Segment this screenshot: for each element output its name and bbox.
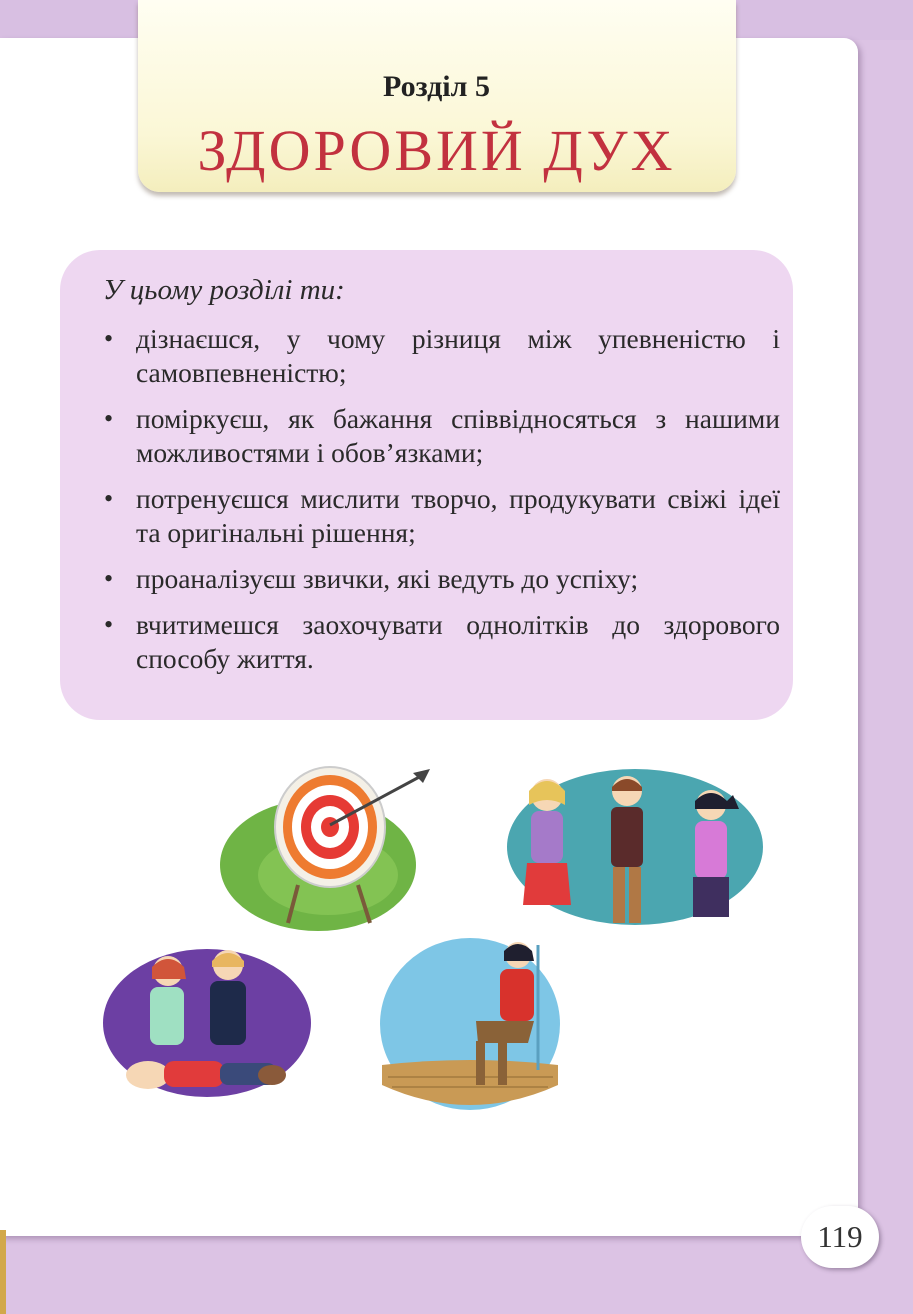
list-item	[100, 562, 780, 596]
target-with-arrow-illustration	[218, 765, 433, 935]
bullet-icon: •	[104, 324, 114, 353]
bullet-icon: •	[104, 564, 114, 593]
book-spine-edge	[0, 1230, 6, 1314]
intro-heading: У цьому розділі ти:	[103, 274, 345, 306]
list-item-text: проаналізуєш звички, які ведуть до успіху;	[136, 563, 639, 594]
bullet-icon: •	[104, 404, 114, 433]
chapter-title: ЗДОРОВИЙ ДУХ	[197, 118, 676, 183]
list-item	[100, 608, 780, 676]
three-children-talking-illustration	[505, 765, 767, 930]
list-item-text: потренуєшся мислити творчо, продукувати свіжі ідеї та оригінальні рішення;	[136, 483, 780, 548]
list-item	[100, 482, 780, 550]
first-aid-children-illustration	[100, 945, 315, 1105]
list-item	[100, 402, 780, 470]
list-item-text: дізнаєшся, у чому різниця між упевненістю і самовпевненістю;	[136, 323, 780, 388]
bullet-icon: •	[104, 610, 114, 639]
page-number: 119	[801, 1206, 879, 1268]
list-item-text: поміркуєш, як бажання співвідносяться з нашими можливостями і обов’язками;	[136, 403, 780, 468]
chapter-label: Розділ 5	[383, 70, 490, 103]
list-item-text: вчитимешся заохочувати однолітків до здорового способу життя.	[136, 609, 780, 674]
objectives-list	[100, 322, 780, 688]
list-item	[100, 322, 780, 390]
girl-wall-sit-illustration	[378, 935, 563, 1113]
bullet-icon: •	[104, 484, 114, 513]
